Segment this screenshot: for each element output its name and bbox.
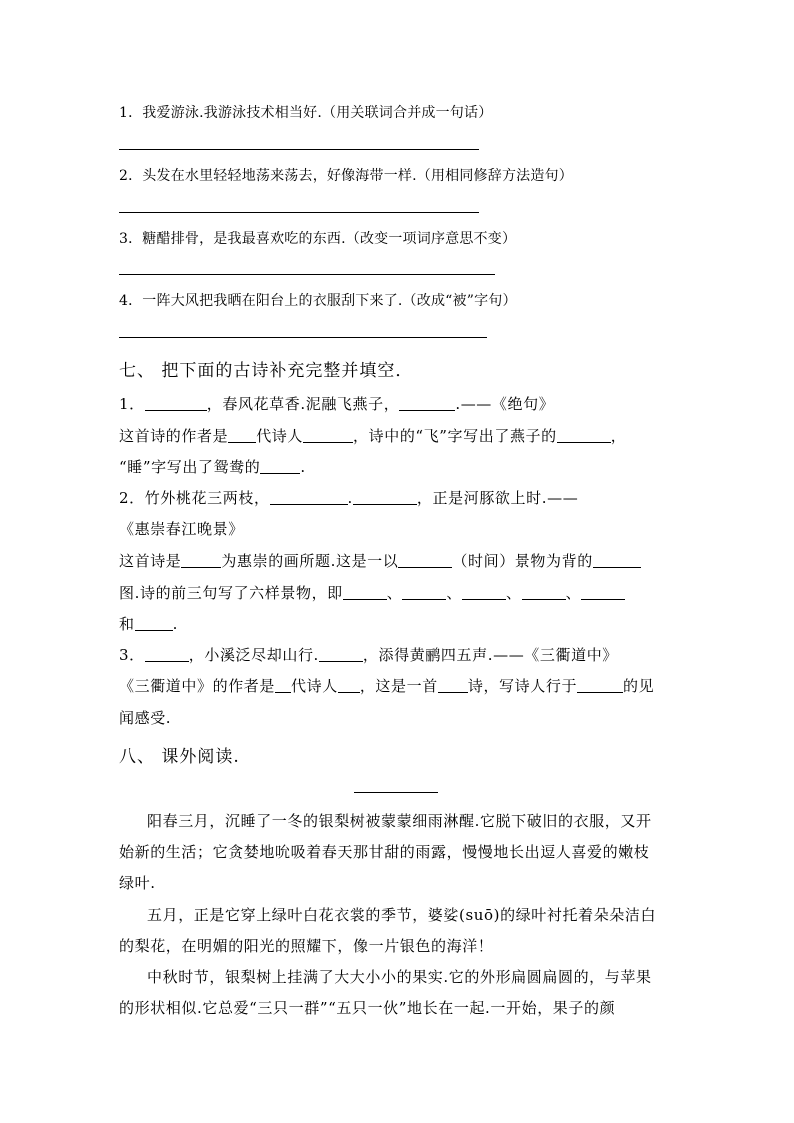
reading-para-1-line-1: 阳春三月，沉睡了一冬的银梨树被蒙蒙细雨淋醒.它脱下破旧的衣服，又开 <box>147 812 652 830</box>
separator: 、 <box>565 584 582 602</box>
text: 《三衢道中》的作者是 <box>119 677 276 695</box>
reading-para-3-line-1: 中秋时节，银梨树上挂满了大大小小的果实.它的外形扁圆扁圆的，与苹果 <box>147 968 652 986</box>
text: ， <box>610 427 627 445</box>
poem-1-line-2 <box>119 425 626 446</box>
text: 图.诗的前三句写了六样景物，即 <box>119 584 343 602</box>
blank[interactable] <box>577 677 623 693</box>
reading-para-2-line-1: 五月，正是它穿上绿叶白花衣裳的季节，婆娑(suō)的绿叶衬托着朵朵洁白 <box>147 906 657 924</box>
section-7-heading: 七、 把下面的古诗补充完整并填空． <box>119 361 414 381</box>
poem-2-line-3 <box>119 550 641 571</box>
reading-para-1-line-3: 绿叶. <box>119 874 156 892</box>
blank[interactable] <box>399 395 455 411</box>
blank[interactable] <box>438 677 468 693</box>
question-2: 2．头发在水里轻轻地荡来荡去，好像海带一样.（用相同修辞方法造句） <box>119 168 573 184</box>
text: 1． <box>119 395 145 413</box>
blank[interactable] <box>398 552 452 568</box>
text: 诗，写诗人行于 <box>467 677 578 695</box>
text: . <box>172 615 178 633</box>
blank[interactable] <box>303 427 353 443</box>
poem-2-line-5 <box>119 613 178 634</box>
poem-1-line-3 <box>119 456 306 477</box>
question-4: 4．一阵大风把我晒在阳台上的衣服刮下来了.（改成“被”字句） <box>119 293 517 309</box>
text: “睡”字写出了鸳鸯的 <box>119 458 261 476</box>
blank[interactable] <box>319 646 363 662</box>
text: 代诗人 <box>291 677 338 695</box>
blank[interactable] <box>462 584 506 600</box>
text: . <box>347 489 353 507</box>
blank[interactable] <box>145 395 207 411</box>
blank[interactable] <box>135 615 173 631</box>
text: ，诗中的“飞”字写出了燕子的 <box>353 427 557 445</box>
text: 这首诗的作者是 <box>119 427 229 445</box>
text: ，这是一首 <box>359 677 438 695</box>
blank[interactable] <box>343 584 387 600</box>
poem-2-line-1 <box>119 487 578 508</box>
poem-1-line-1 <box>119 393 554 414</box>
blank[interactable] <box>402 584 446 600</box>
answer-line-2[interactable] <box>119 212 479 213</box>
blank[interactable] <box>275 677 291 693</box>
question-3: 3．糖醋排骨，是我最喜欢吃的东西.（改变一项词序意思不变） <box>119 231 517 247</box>
separator: 、 <box>446 584 462 602</box>
blank[interactable] <box>181 552 221 568</box>
blank[interactable] <box>557 427 611 443</box>
poem-3-line-1 <box>119 644 618 665</box>
poem-3-line-2 <box>119 675 654 696</box>
title-blank[interactable] <box>354 792 438 793</box>
text: . <box>300 458 306 476</box>
separator: 、 <box>506 584 522 602</box>
answer-line-4[interactable] <box>119 337 487 338</box>
text: 和 <box>119 615 135 633</box>
blank[interactable] <box>338 677 360 693</box>
reading-para-1-line-2: 始新的生活；它贪婪地吮吸着春天那甘甜的雨露，慢慢地长出逗人喜爱的嫩枝 <box>119 843 650 861</box>
answer-line-3[interactable] <box>119 274 495 275</box>
blank[interactable] <box>270 489 348 505</box>
separator: 、 <box>386 584 403 602</box>
text: 这首诗是 <box>119 552 182 570</box>
question-1: 1．我爱游泳.我游泳技术相当好.（用关联词合并成一句话） <box>119 105 493 121</box>
text: （时间）景物为背的 <box>452 552 593 570</box>
text: 代诗人 <box>256 427 304 445</box>
text: .——《绝句》 <box>455 395 555 413</box>
text: 的见 <box>623 677 655 695</box>
blank[interactable] <box>145 646 189 662</box>
poem-3-line-3: 闻感受. <box>119 709 172 727</box>
reading-para-2-line-2: 的梨花，在明媚的阳光的照耀下，像一片银色的海洋！ <box>119 937 494 955</box>
blank[interactable] <box>522 584 566 600</box>
blank[interactable] <box>260 458 300 474</box>
poem-2-line-4 <box>119 582 625 603</box>
blank[interactable] <box>581 584 625 600</box>
reading-para-3-line-2: 的形状相似.它总爱“三只一群”“五只一伙”地长在一起.一开始，果子的颜 <box>119 999 616 1017</box>
answer-line-1[interactable] <box>119 149 479 150</box>
text: ，正是河豚欲上时.—— <box>416 489 579 507</box>
text: 为惠崇的画所题.这是一以 <box>221 552 399 570</box>
blank[interactable] <box>228 427 256 443</box>
text: ，添得黄鹂四五声.——《三衢道中》 <box>362 646 618 664</box>
text: ，春风花草香.泥融飞燕子， <box>206 395 400 413</box>
poem-2-line-2: 《惠崇春江晚景》 <box>119 520 244 538</box>
text: ，小溪泛尽却山行. <box>188 646 319 664</box>
blank[interactable] <box>353 489 417 505</box>
section-8-heading: 八、 课外阅读. <box>119 747 240 767</box>
text: 2．竹外桃花三两枝， <box>119 489 270 507</box>
blank[interactable] <box>593 552 641 568</box>
text: 3． <box>119 646 145 664</box>
